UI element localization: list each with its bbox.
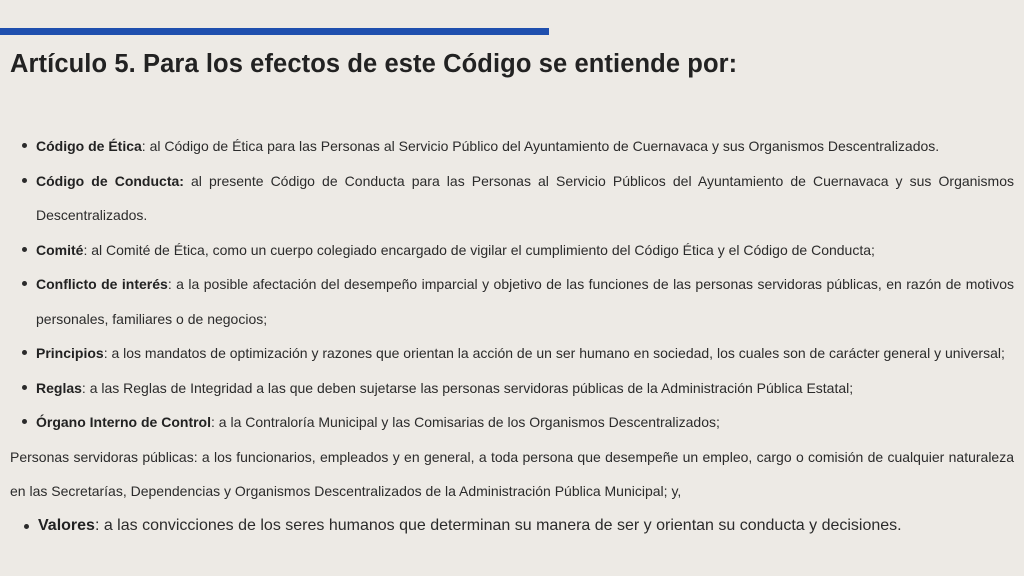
definition-item — [0, 267, 1024, 336]
definition-text: : al Código de Ética para las Personas al Servicio Público del Ayuntamiento de Cuernavaca y sus Organismos Descentralizados. — [141, 138, 940, 154]
definition-item — [0, 371, 1024, 406]
definition-item — [0, 405, 1024, 440]
definition-term: Código de Conducta: — [36, 172, 184, 189]
final-definition-list — [0, 509, 1024, 544]
accent-bar — [0, 28, 549, 35]
definition-text: : a las Reglas de Integridad a las que deben sujetarse las personas servidoras públicas de la Administración Pública Estatal; — [81, 379, 854, 396]
definition-text: : a la Contraloría Municipal y las Comisarias de los Organismos Descentralizados; — [211, 414, 720, 430]
definition-term: Comité — [36, 241, 84, 258]
definition-term: Conflicto de interés — [36, 276, 168, 292]
definition-item — [0, 509, 1024, 544]
definition-item — [0, 233, 1024, 268]
definition-item — [0, 336, 1024, 371]
definition-term: Reglas — [36, 379, 82, 396]
definition-text: : a las convicciones de los seres humanos que determinan su manera de ser y orientan su conducta y decisiones. — [94, 516, 902, 534]
page-title: Artículo 5. Para los efectos de este Código se entiende por: — [10, 50, 738, 78]
definition-term: Código de Ética — [36, 138, 142, 154]
definition-text: : al Comité de Ética, como un cuerpo colegiado encargado de vigilar el cumplimiento del Código Ética y el Código de Conducta; — [83, 241, 875, 258]
definitions-content — [0, 129, 1024, 543]
servidores-publicos-paragraph: Personas servidoras públicas: a los funcionarios, empleados y en general, a toda persona que desempeñe un empleo, cargo o comisión de cualquier naturaleza en las Secretarías, Dependencias y Organismos Descentralizados de la Administración Pública Municipal; y, — [10, 448, 1014, 499]
definition-item — [0, 129, 1024, 164]
definition-text: al presente Código de Conducta para las Personas al Servicio Públicos del Ayuntamiento de Cuernavaca y sus Organismos Descentralizados. — [36, 172, 1014, 223]
definition-text: : a los mandatos de optimización y razones que orientan la acción de un ser humano en sociedad, los cuales son de carácter general y universal; — [103, 345, 1005, 361]
definitions-list — [0, 129, 1024, 440]
definition-term: Órgano Interno de Control — [36, 414, 211, 430]
definition-term: Principios — [36, 345, 104, 361]
definition-term: Valores — [38, 516, 95, 534]
definition-item — [0, 164, 1024, 233]
definition-text: : a la posible afectación del desempeño imparcial y objetivo de las funciones de las personas servidoras públicas, en razón de motivos personales, familiares o de negocios; — [36, 276, 1014, 327]
